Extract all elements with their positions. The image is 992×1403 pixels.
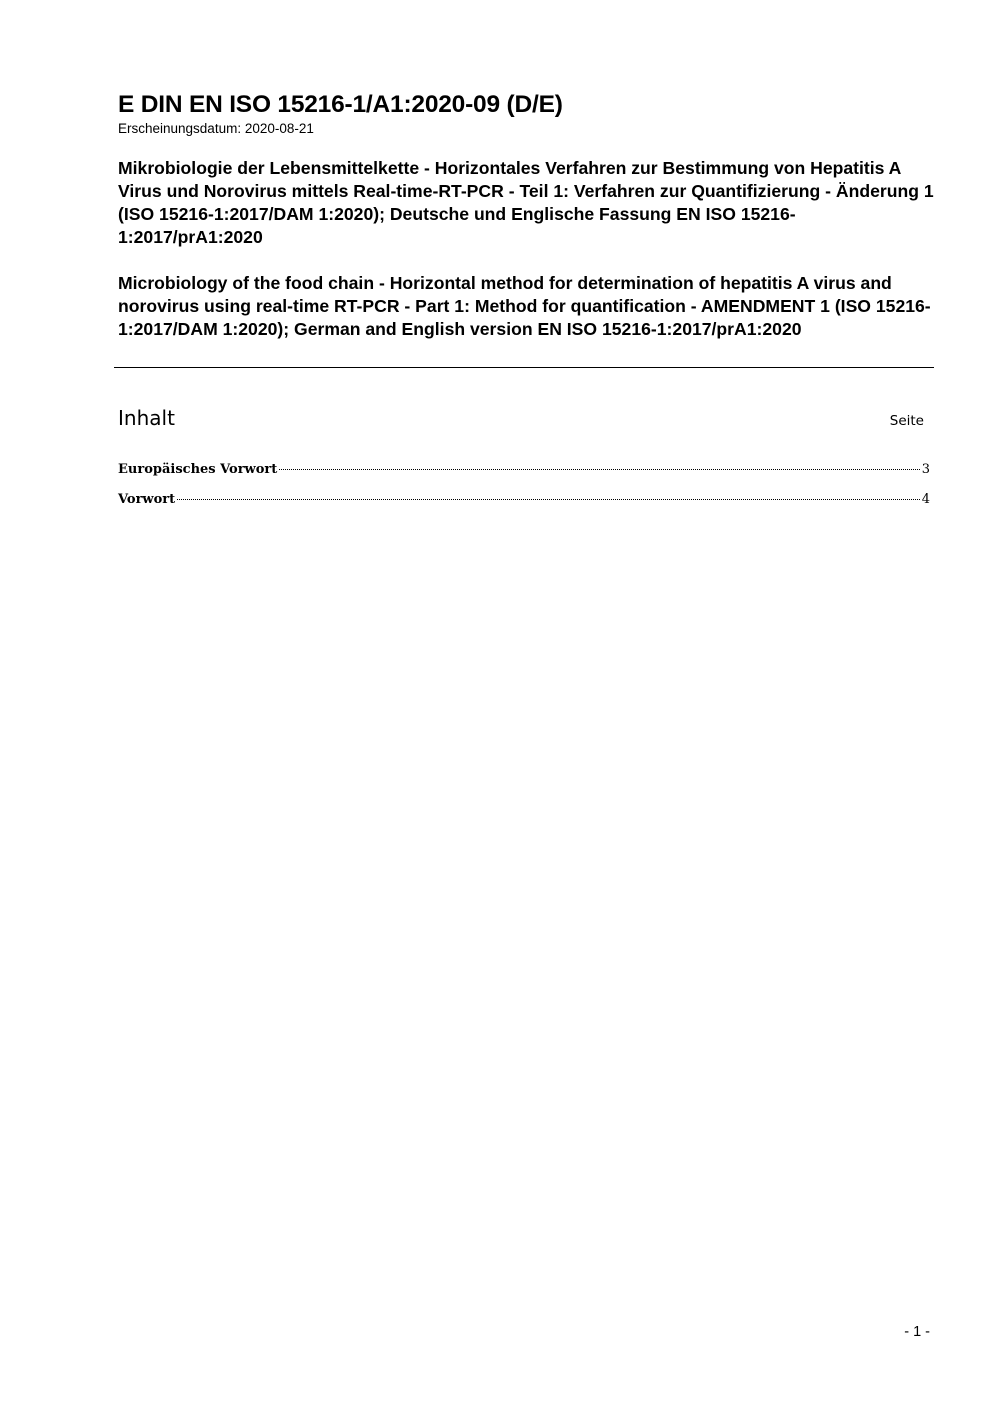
toc-dot-leader	[279, 469, 919, 470]
toc-entry[interactable]	[118, 462, 930, 492]
table-of-contents	[118, 404, 930, 507]
toc-entry-page[interactable]: 4	[921, 492, 930, 507]
header-divider	[114, 367, 934, 368]
document-number: E DIN EN ISO 15216-1/A1:2020-09 (D/E)	[118, 91, 563, 118]
title-english: Microbiology of the food chain - Horizontal method for determination of hepatitis A virus and norovirus using real-time RT-PCR - Part 1: Method for quantification - AMENDMENT 1 (ISO 15216-1:2017/DAM 1:2020); German and English version EN ISO 15216-1:2017/prA1:2020	[118, 273, 931, 339]
toc-heading-row	[118, 404, 930, 436]
page-number: - 1 -	[904, 1324, 930, 1340]
toc-page-column-label: Seite	[889, 413, 924, 429]
toc-entry-label[interactable]: Vorwort	[118, 492, 176, 507]
toc-entry-label[interactable]: Europäisches Vorwort	[118, 462, 278, 477]
toc-dot-leader	[177, 499, 920, 500]
toc-entry[interactable]	[118, 492, 930, 522]
toc-entry-page[interactable]: 3	[921, 462, 930, 477]
toc-title: Inhalt	[118, 406, 175, 430]
document-header	[118, 90, 934, 341]
title-german: Mikrobiologie der Lebensmittelkette - Horizontales Verfahren zur Bestimmung von Hepatitis A Virus und Norovirus mittels Real-time-RT-PCR - Teil 1: Verfahren zur Quantifizierung - Änderung 1 (ISO 15216-1:2017/DAM 1:2020); Deutsche und Englische Fassung EN ISO 15216-1:2017/prA1:2020	[118, 158, 934, 247]
toc-list	[118, 462, 930, 522]
publication-date: Erscheinungsdatum: 2020-08-21	[118, 121, 314, 136]
